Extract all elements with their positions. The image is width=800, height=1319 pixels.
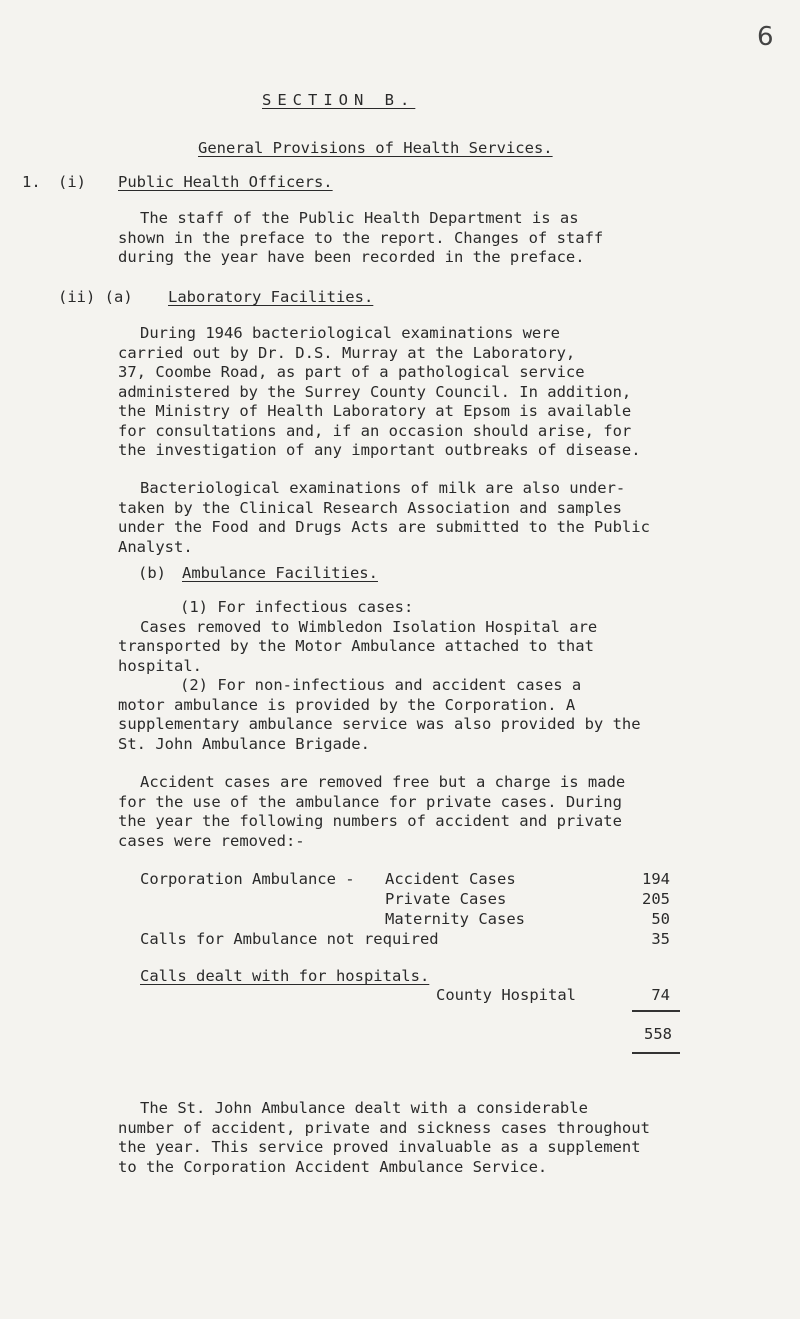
public-health-officers-heading: Public Health Officers. — [118, 173, 333, 191]
text-line: Accident cases are removed free but a charge is made — [140, 773, 626, 791]
item-label: (i) — [58, 173, 86, 191]
text-line: supplementary ambulance service was also provided by the — [118, 715, 641, 733]
item-label: (ii) (a) — [58, 288, 133, 306]
total-rule — [632, 1052, 680, 1054]
text-line: St. John Ambulance Brigade. — [118, 734, 370, 753]
text-line: administered by the Surrey County Council. In addition, — [118, 382, 632, 401]
text-line: for the use of the ambulance for private cases. During — [118, 792, 622, 811]
text-line: to the Corporation Accident Ambulance Service. — [118, 1157, 548, 1176]
table-row-value: 205 — [642, 890, 670, 908]
text-line: shown in the preface to the report. Changes of staff — [118, 228, 604, 247]
text-line: the Ministry of Health Laboratory at Epsom is available — [118, 402, 632, 420]
total-value: 558 — [644, 1025, 672, 1043]
subtotal-rule — [632, 1010, 680, 1012]
text-line: the year the following numbers of accident and private — [118, 812, 622, 830]
paragraph-staff — [118, 209, 718, 268]
text-line: cases were removed:- — [118, 831, 305, 850]
paragraph-milk — [118, 479, 718, 557]
text-line: for consultations and, if an occasion should arise, for — [118, 421, 632, 440]
not-required-label: Calls for Ambulance not required — [140, 930, 439, 948]
text-line: the year. This service proved invaluable as a supplement — [118, 1138, 641, 1156]
text-line: Cases removed to Wimbledon Isolation Hospital are — [140, 617, 598, 636]
ambulance-facilities-heading: Ambulance Facilities. — [182, 564, 378, 582]
item-number: 1. — [22, 173, 41, 191]
paragraph-st-john — [118, 1099, 718, 1177]
text-line: Bacteriological examinations of milk are also under- — [140, 479, 626, 497]
text-line: during the year have been recorded in the preface. — [118, 248, 585, 266]
county-hospital-value: 74 — [651, 986, 670, 1004]
text-line: motor ambulance is provided by the Corporation. A — [118, 695, 576, 714]
table-row-label: Accident Cases — [385, 870, 516, 888]
paragraph-accident-cases — [118, 773, 718, 851]
text-line: under the Food and Drugs Acts are submitted to the Public — [118, 518, 650, 536]
county-hospital-label: County Hospital — [436, 986, 576, 1004]
text-line: The staff of the Public Health Department is as — [140, 209, 579, 227]
text-line: transported by the Motor Ambulance attached to that — [118, 637, 594, 655]
page-number: 6 — [757, 22, 774, 52]
paragraph-infectious — [118, 598, 718, 676]
hospitals-heading: Calls dealt with for hospitals. — [140, 967, 430, 985]
text-line: the investigation of any important outbreaks of disease. — [118, 441, 641, 459]
section-title: SECTION B. — [262, 91, 416, 109]
paragraph-non-infectious — [118, 676, 718, 754]
laboratory-facilities-heading: Laboratory Facilities. — [168, 288, 374, 306]
text-line: Analyst. — [118, 537, 193, 556]
table-row-label: Maternity Cases — [385, 910, 525, 928]
paragraph-laboratory — [118, 324, 718, 461]
text-line: number of accident, private and sickness cases throughout — [118, 1118, 650, 1137]
text-line: hospital. — [118, 656, 202, 675]
text-line: (1) For infectious cases: — [180, 598, 414, 616]
not-required-value: 35 — [651, 930, 670, 948]
text-line: taken by the Clinical Research Association and samples — [118, 498, 622, 517]
table-row-label: Private Cases — [385, 890, 507, 908]
table-row-value: 50 — [651, 910, 670, 928]
text-line: (2) For non-infectious and accident cases a — [180, 676, 582, 694]
text-line: 37, Coombe Road, as part of a pathological service — [118, 363, 585, 381]
text-line: The St. John Ambulance dealt with a considerable — [140, 1099, 588, 1117]
text-line: carried out by Dr. D.S. Murray at the Laboratory, — [118, 343, 576, 362]
text-line: During 1946 bacteriological examinations were — [140, 324, 560, 342]
table-row-value: 194 — [642, 870, 670, 888]
subtitle: General Provisions of Health Services. — [198, 139, 553, 157]
table-group-label: Corporation Ambulance - — [140, 870, 355, 888]
item-label: (b) — [138, 564, 166, 582]
